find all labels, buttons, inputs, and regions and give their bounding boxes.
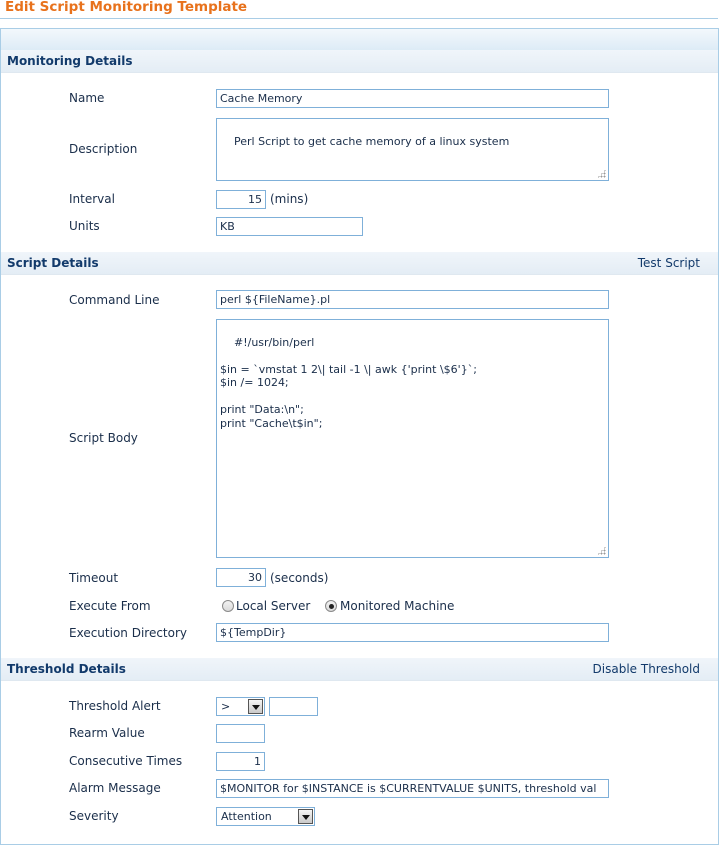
chevron-down-icon[interactable] [298, 809, 313, 824]
severity-select[interactable] [216, 807, 315, 826]
chevron-down-icon[interactable] [248, 699, 263, 714]
description-textarea[interactable] [216, 118, 609, 181]
alarm-message-input[interactable]: $MONITOR for $INSTANCE is $CURRENTVALUE $UNITS, threshold val [216, 779, 609, 798]
rearm-value-input[interactable] [216, 724, 265, 743]
script-body-label: Script Body [69, 431, 138, 445]
timeout-unit: (seconds) [270, 571, 329, 585]
execution-directory-input[interactable]: ${TempDir} [216, 623, 609, 642]
command-line-label: Command Line [69, 293, 160, 307]
consecutive-times-input[interactable]: 1 [216, 752, 265, 771]
panel-top-bar [1, 28, 718, 51]
timeout-input[interactable]: 30 [216, 568, 266, 587]
script-details-title: Script Details [7, 256, 99, 270]
name-input[interactable]: Cache Memory [216, 89, 609, 108]
rearm-value-label: Rearm Value [69, 726, 145, 740]
script-body-text: #!/usr/bin/perl $in = `vmstat 1 2\| tail -1 \| awk {'print \$6'}`; $in /= 1024; print "Data:\n"; print "Cache\t$in"; [220, 335, 477, 430]
interval-label: Interval [69, 192, 115, 206]
script-body-textarea[interactable] [216, 319, 609, 558]
execution-directory-label: Execution Directory [69, 626, 188, 640]
consecutive-times-label: Consecutive Times [69, 754, 183, 768]
monitored-machine-radio[interactable] [325, 600, 337, 612]
units-label: Units [69, 219, 100, 233]
test-script-link[interactable]: Test Script [637, 256, 700, 270]
script-details-header [1, 252, 718, 275]
interval-input[interactable]: 15 [216, 190, 266, 209]
timeout-label: Timeout [69, 571, 119, 585]
alarm-message-label: Alarm Message [69, 781, 161, 795]
name-label: Name [69, 91, 105, 105]
threshold-details-title: Threshold Details [7, 662, 126, 676]
execute-from-label: Execute From [69, 599, 151, 613]
page-title: Edit Script Monitoring Template [5, 0, 248, 15]
local-server-label[interactable]: Local Server [236, 599, 311, 613]
title-divider [0, 18, 718, 19]
form-panel [0, 28, 719, 845]
local-server-radio[interactable] [222, 600, 234, 612]
threshold-operator-value: > [221, 700, 231, 713]
severity-label: Severity [69, 809, 119, 823]
threshold-operator-select[interactable] [216, 697, 265, 716]
threshold-alert-label: Threshold Alert [69, 699, 161, 713]
units-input[interactable]: KB [216, 217, 363, 236]
threshold-details-header [1, 658, 718, 681]
resize-grip-icon[interactable] [597, 169, 606, 178]
monitored-machine-label[interactable]: Monitored Machine [340, 599, 455, 613]
resize-grip-icon[interactable] [597, 546, 606, 555]
threshold-value-input[interactable] [269, 697, 318, 716]
command-line-input[interactable]: perl ${FileName}.pl [216, 290, 609, 309]
description-text: Perl Script to get cache memory of a linux system [234, 134, 510, 148]
disable-threshold-link[interactable]: Disable Threshold [592, 662, 700, 676]
monitoring-details-title: Monitoring Details [7, 54, 133, 68]
monitoring-details-header [1, 50, 718, 73]
description-label: Description [69, 142, 138, 156]
interval-unit: (mins) [270, 192, 309, 206]
severity-value: Attention [221, 810, 272, 823]
